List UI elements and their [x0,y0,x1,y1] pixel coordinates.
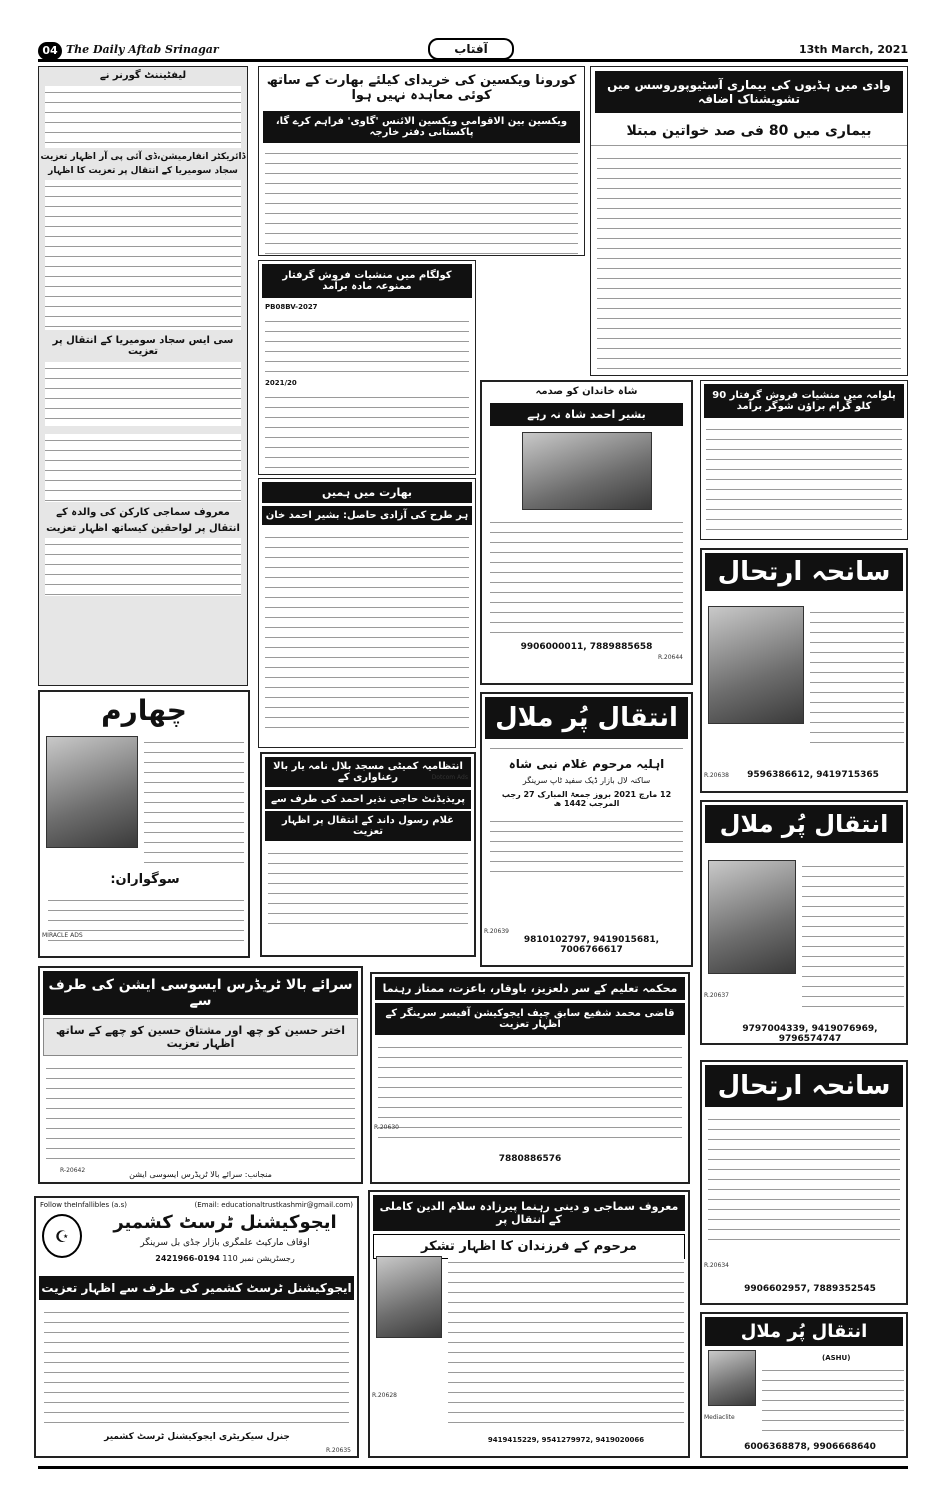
education-body [378,1041,682,1146]
intiqal-2-body [802,860,904,1010]
intiqal-2-phones: 9797004339, 9419076969, 9796574747 [742,1024,878,1044]
vaccine-subhead: ویکسین بین الاقوامی ویکسین الائنس 'گاوی' فراہم کرے گا، پاکستانی دفتر خارجہ [263,111,580,143]
salamuddin-body [448,1256,684,1426]
intiqal-3-body [762,1364,904,1434]
sarai-traders-ad [38,966,363,1184]
trust-follow: Follow theInfallibles (a.s) [40,1201,127,1209]
bashir-ref: R.20644 [658,654,683,661]
intiqal-3-tag: (ASHU) [822,1354,851,1362]
page-header [38,40,908,62]
col1-heading-5: معروف سماجی کارکن کی والدہ کے [56,507,230,518]
education-phone: 7880886576 [498,1154,562,1164]
intiqal-3-phones: 6006368878, 9906668640 [744,1442,876,1452]
saneha-irtihal-ad-1 [700,548,908,793]
kulgam-body-1 [265,315,469,375]
masjid-line-1: انتظامیہ کمیٹی مسجد بلال نامہ یار بالا رعناواری کے [265,757,471,787]
intiqal-main-intro [490,742,683,752]
intiqal-ad-2 [700,800,908,1045]
intiqal-ad-3 [700,1312,908,1458]
kulgam-vehicle-number: PB08BV-2027 [265,303,318,311]
intiqal-2-photo [708,860,796,974]
salamuddin-ad [368,1190,690,1458]
bashir-name: بشیر احمد شاہ نہ رہے [490,403,683,426]
chaharum-body [144,736,244,866]
educational-trust-ad [34,1196,359,1458]
saneha-1-body [810,606,904,746]
bharat-headline: بھارت میں ہمیں [262,482,472,503]
bashir-body [490,516,683,636]
paper-name: The Daily Aftab Srinagar [66,43,219,56]
masjid-line-2: پریذیڈنٹ حاجی نذیر احمد کی طرف سے [265,790,471,809]
salamuddin-ref: R.20628 [372,1392,397,1399]
saneha-1-title: سانحہ ارتحال [705,553,903,591]
kulgam-fir-number: 2021/20 [265,379,297,387]
kulgam-story [258,260,476,475]
education-line-1: محکمہ تعلیم کے سر دلعزیز، باوقار، باعزت، ممتاز رہنما [375,977,685,1000]
pulwama-story [700,380,908,540]
salamuddin-photo [376,1256,442,1338]
trust-footer: جنرل سیکریٹری ایجوکیشنل ٹرسٹ کشمیر [104,1432,290,1442]
trust-name: ایجوکیشنل ٹرسٹ کشمیر [113,1212,337,1233]
col1-text-2 [45,180,241,330]
chaharum-ref: MIRACLE ADS [42,932,83,939]
intiqal-main-phones: 9810102797, 9419015681, 7006766617 [523,935,660,955]
trust-ref: R.20635 [326,1447,351,1454]
intiqal-main-date: 12 مارچ 2021 بروز جمعۃ المبارک 27 رجب المرجب 1442 ھ [501,790,672,808]
intiqal-3-photo [708,1350,756,1406]
intiqal-2-ref: R.20637 [704,992,729,999]
intiqal-main-body [490,815,683,875]
trust-registration: رجسٹریشن نمبر 110 [222,1254,295,1263]
osteoporosis-headline: وادی میں ہڈیوں کی بیماری آسٹیوپوروسس میں تشویشناک اضافہ [595,71,903,113]
trust-emblem-icon: ☪ [42,1214,82,1258]
masjid-committee-ad [260,752,476,957]
bashir-top-line: شاہ خاندان کو صدمہ [535,386,638,397]
page-number: 04 [38,42,62,60]
intiqal-main-ad [480,692,693,967]
bashir-phones: 9906000011, 7889885658 [520,642,653,652]
sarai-footer: منجانب: سرائے بالا ٹریڈرس ایسوسی ایشن [129,1170,272,1179]
intiqal-main-title: انتقال پُر ملال [485,697,688,739]
vaccine-body [265,147,578,256]
col1-text-1 [45,86,241,148]
osteoporosis-subhead: بیماری میں 80 فی صد خواتین مبتلا [591,117,907,146]
intiqal-2-title: انتقال پُر ملال [705,805,903,843]
trust-phone: 0194-2421966 [155,1254,220,1263]
saneha-2-title: سانحہ ارتحال [705,1065,903,1107]
col1-text-3 [45,362,241,426]
trust-address: اوقاف مارکیٹ علمگری بازار جڈی بل سرینگر [140,1238,310,1248]
saneha-1-ref: R.20638 [704,772,729,779]
sarai-title: سرائے بالا ٹریڈرس ایسوسی ایشن کی طرف سے [43,971,358,1015]
col1-text-5 [45,538,241,596]
saneha-1-phones: 9596386612, 9419715365 [747,770,879,780]
chaharum-mourners-heading: سوگواران: [110,872,180,887]
trust-body [44,1306,349,1424]
salamuddin-phones: 9419415229, 9541279972, 9419020066 [487,1436,645,1444]
page-bottom-rule [38,1466,908,1469]
intiqal-3-ref: Mediaclite [704,1414,735,1421]
intiqal-main-address: ساکنہ لال بازار ڈیک سفید ٹاپ سرینگر [522,776,651,785]
osteoporosis-story [590,66,908,376]
col1-heading-4: سی ایس سجاد سومیریا کے انتقال پر تعزیت [52,335,234,357]
sarai-ref: R-20642 [60,1167,86,1174]
masjid-line-3: غلام رسول داند کے انتقال پر اظہار تعزیت [265,811,471,841]
chaharum-photo [46,736,138,848]
masjid-body [268,847,468,932]
col1-heading-2: ڈائریکٹر انفارمیشن،ڈی آئی پی آر اظہار تعزیت [40,152,246,162]
col1-text-4 [45,434,241,502]
chaharum-title: چھارم [101,694,187,727]
vaccine-headline: کورونا ویکسین کی خریدای کیلئے بھارت کے ساتھ کوئی معاہدہ نہیں ہوا [266,73,577,103]
sarai-subtitle: اختر حسین کو چھ اور مشتاق حسین کو چھے کے ساتھ اظہار تعزیت [43,1018,358,1056]
col1-heading-6: انتقال پر لواحقین کیساتھ اظہار تعزیت [46,523,240,534]
col1-heading-3: سجاد سومیریا کے انتقال پر تعزیت کا اظہار [48,166,238,176]
bharat-story [258,478,476,748]
intiqal-3-title: انتقال پُر ملال [705,1317,903,1346]
bharat-body [265,531,469,736]
bharat-subhead: ہر طرح کی آزادی حاصل: بشیر احمد خان [262,506,472,525]
salamuddin-title: معروف سماجی و دینی رہنما پیرزادہ سلام الدین کاملی کے انتقال پر [373,1195,685,1231]
kulgam-body-2 [265,391,469,471]
saneha-1-photo [708,606,804,724]
pulwama-body [706,423,902,533]
chaharum-ad [38,690,250,958]
col1-heading-1: لیفٹیننٹ گورنر نے [99,70,187,81]
osteoporosis-body [597,152,901,376]
education-line-2: قاضی محمد شفیع سابق چیف ایجوکیشن آفیسر سرینگر کے اظہار تعزیت [375,1003,685,1035]
pulwama-headline: پلوامہ میں منشیات فروش گرفتار 90 کلو گرام براؤن شوگر برآمد [704,384,904,418]
bashir-obituary [480,380,693,685]
saneha-2-phones: 9906602957, 7889352545 [744,1284,876,1294]
trust-condolence-title: ایجوکیشنل ٹرسٹ کشمیر کی طرف سے اظہار تعزیت [39,1276,354,1300]
condolence-column [38,66,248,686]
masthead-logo: آفتاب [428,38,514,60]
kulgam-headline: کولگام میں منشیات فروش گرفتار ممنوعہ مادہ برآمد [262,264,472,298]
salamuddin-subtitle: مرحوم کے فرزندان کا اظہار تشکر [373,1234,685,1259]
sarai-body [46,1062,355,1162]
intiqal-main-name: اہلیہ مرحوم غلام نبی شاہ [508,757,665,771]
saneha-irtihal-ad-2 [700,1060,908,1305]
education-ref: R.20630 [374,1124,399,1131]
bashir-photo [522,432,652,510]
saneha-2-body [708,1113,900,1248]
vaccine-story [258,66,585,256]
intiqal-main-ref: R.20639 [484,928,509,935]
trust-email: (Email: educationaltrustkashmir@gmail.com) [194,1201,353,1209]
issue-date: 13th March, 2021 [799,43,908,56]
masjid-ref: Dotcom Ads [431,774,468,781]
saneha-2-ref: R.20634 [704,1262,729,1269]
education-dept-ad [370,972,690,1184]
